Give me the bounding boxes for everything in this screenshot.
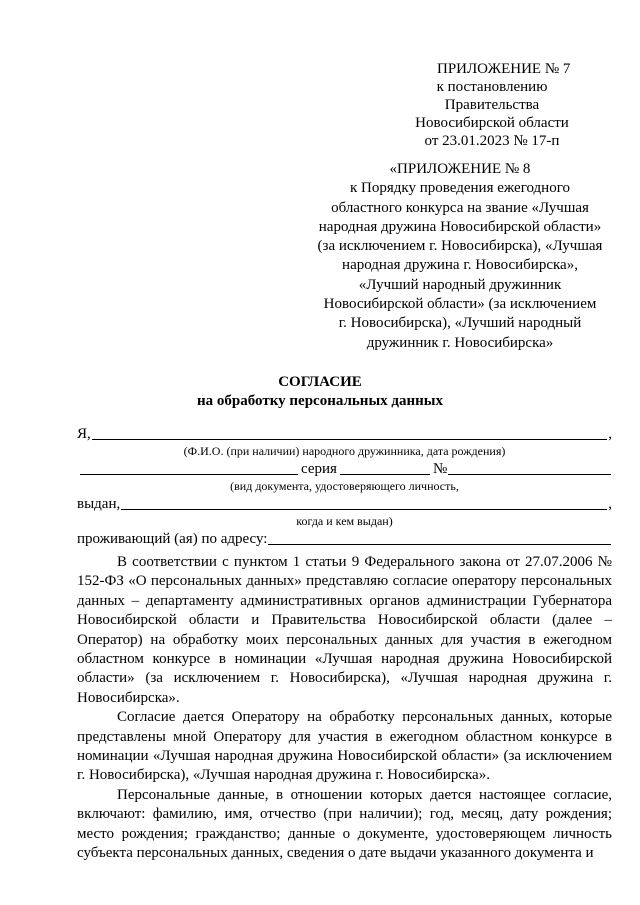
appendix-8-line: народная дружина Новосибирской области» (318, 218, 602, 235)
document-caption: (вид документа, удостоверяющего личность, (230, 479, 459, 493)
appendix-8-line: «Лучший народный дружинник (358, 276, 562, 293)
address-row (77, 530, 612, 548)
issued-blank[interactable] (121, 497, 607, 510)
issued-label: выдан, (77, 496, 121, 512)
appendix-7-line-2: Новосибирской области (415, 115, 569, 131)
appendix-7-header (392, 60, 592, 150)
appendix-8-line: «ПРИЛОЖЕНИЕ № 8 (389, 161, 531, 177)
consent-form (77, 425, 612, 548)
issued-suffix: , (608, 496, 612, 512)
appendix-7-title: ПРИЛОЖЕНИЕ № 7 (437, 61, 571, 77)
fio-prefix: Я, (77, 426, 91, 442)
body-paragraph: Согласие дается Оператору на обработку персональных данных, которые представлены мной Оператору для участия в ежегодном областном конкурсе в номинации «Лучшая народная дружина Новосибирской области» (за исключением г. Новосибирска), «Лучшая народная дружина г. Новосибирска». (77, 709, 612, 784)
appendix-8-line: дружинник г. Новосибирска» (366, 334, 554, 351)
appendix-7-line-1: к постановлению Правительства (436, 79, 548, 113)
appendix-8-line: Новосибирской области» (за исключением (323, 296, 597, 313)
issued-caption: когда и кем выдан) (296, 514, 393, 528)
number-label: № (432, 461, 448, 477)
title-sub: на обработку персональных данных (197, 393, 443, 409)
appendix-8-line: к Порядку проведения ежегодного (350, 180, 570, 197)
series-blank[interactable] (340, 462, 430, 475)
document-row (77, 460, 612, 478)
title-main: СОГЛАСИЕ (278, 374, 362, 390)
appendix-8-header (305, 160, 615, 353)
document-type-blank[interactable] (80, 462, 298, 475)
appendix-8-line: народная дружина г. Новосибирска», (342, 257, 578, 274)
document-title (0, 373, 640, 411)
number-blank[interactable] (448, 462, 611, 475)
fio-suffix: , (608, 426, 612, 442)
fio-blank[interactable] (92, 427, 607, 440)
fio-row (77, 425, 612, 443)
series-label: серия (301, 461, 337, 477)
address-blank[interactable] (268, 532, 611, 545)
consent-body (77, 553, 612, 864)
appendix-7-line-3: от 23.01.2023 № 17-п (424, 133, 560, 149)
issued-row (77, 495, 612, 513)
fio-caption: (Ф.И.О. (при наличии) народного дружинника, дата рождения) (183, 444, 506, 458)
appendix-8-line: областного конкурса на звание «Лучшая (331, 199, 589, 216)
body-paragraph: Персональные данные, в отношении которых дается настоящее согласие, включают: фамилию, имя, отчество (при наличии); год, месяц, дату рождения; место рождения; гражданство; данные о документе, удостоверяющем личность субъекта персональных данных, сведения о дате выдачи указанного документа и (77, 786, 612, 862)
appendix-8-line: г. Новосибирска), «Лучший народный (338, 315, 582, 332)
body-paragraph: В соответствии с пунктом 1 статьи 9 Федерального закона от 27.07.2006 № 152-ФЗ «О персональных данных» представляю согласие оператору персональных данных – департаменту административных органов администрации Губернатора Новосибирской области и Правительства Новосибирской области (далее – Оператор) на обработку моих персональных данных для участия в ежегодном областном конкурсе в номинации «Лучшая народная дружина Новосибирской области» (за исключением г. Новосибирска), «Лучшая народная дружина г. Новосибирска». (77, 554, 612, 706)
appendix-8-line: (за исключением г. Новосибирска), «Лучшая (317, 238, 603, 255)
address-label: проживающий (ая) по адресу: (77, 531, 268, 547)
